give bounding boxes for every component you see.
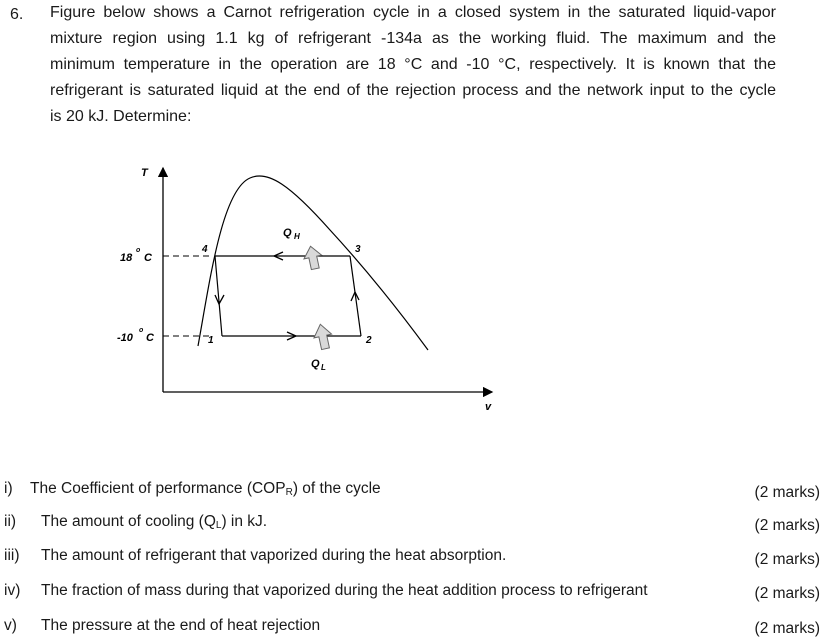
part-label: iv) bbox=[4, 582, 21, 599]
part-label: ii) bbox=[4, 513, 17, 530]
part-marks: (2 marks) bbox=[754, 517, 820, 534]
part-marks: (2 marks) bbox=[754, 620, 820, 637]
ql-subscript: L bbox=[321, 363, 326, 372]
low-temp-unit: C bbox=[146, 332, 154, 344]
question-line: refrigerant is saturated liquid at the end of the rejection process and the network input to the cycle bbox=[50, 82, 776, 99]
qh-label: Q bbox=[283, 227, 292, 239]
part-text: The Coefficient of performance $(COP_R)$ of the cycle bbox=[30, 480, 381, 498]
part-marks: (2 marks) bbox=[754, 484, 820, 501]
qh-subscript: H bbox=[294, 232, 300, 241]
part-text: The amount of cooling $(Q_L)$ in kJ. bbox=[41, 513, 268, 531]
part-text: The pressure at the end of heat rejection bbox=[41, 617, 321, 634]
t-axis-label: T bbox=[141, 167, 148, 179]
part-label: i) bbox=[4, 480, 13, 497]
state-4-label: 4 bbox=[202, 244, 208, 255]
part-label: iii) bbox=[4, 547, 20, 564]
question-part-ii bbox=[0, 513, 824, 537]
question-part-iv bbox=[0, 582, 824, 606]
question-line: is 20 kJ. Determine: bbox=[50, 108, 192, 125]
low-temp-label: -10 bbox=[117, 332, 133, 344]
question-part-i bbox=[0, 480, 824, 504]
high-temp-degree: o bbox=[136, 247, 141, 254]
part-label: v) bbox=[4, 617, 17, 634]
state-1-label: 1 bbox=[208, 335, 214, 346]
question-line: minimum temperature in the operation are 18 °C and -10 °C, respectively. It is known that the bbox=[50, 56, 776, 73]
high-temp-unit: C bbox=[144, 252, 152, 264]
high-temp-label: 18 bbox=[120, 252, 133, 264]
low-temp-degree: o bbox=[139, 327, 144, 334]
state-2-label: 2 bbox=[366, 335, 372, 346]
part-text: The fraction of mass during that vaporized during the heat addition process to refrigerant bbox=[41, 582, 648, 599]
question-number: 6. bbox=[10, 6, 24, 23]
state-3-label: 3 bbox=[355, 244, 361, 255]
question-part-iii bbox=[0, 547, 824, 571]
v-axis-label: v bbox=[485, 401, 492, 413]
ql-label: Q bbox=[311, 358, 320, 370]
part-text: The amount of refrigerant that vaporized during the heat absorption. bbox=[41, 547, 507, 564]
question-line: mixture region using 1.1 kg of refrigerant -134a as the working fluid. The maximum and the bbox=[50, 30, 776, 47]
question-line: Figure below shows a Carnot refrigeration cycle in a closed system in the saturated liquid-vapor bbox=[50, 4, 776, 21]
part-marks: (2 marks) bbox=[754, 551, 820, 568]
question-part-v bbox=[0, 617, 824, 641]
part-marks: (2 marks) bbox=[754, 585, 820, 602]
